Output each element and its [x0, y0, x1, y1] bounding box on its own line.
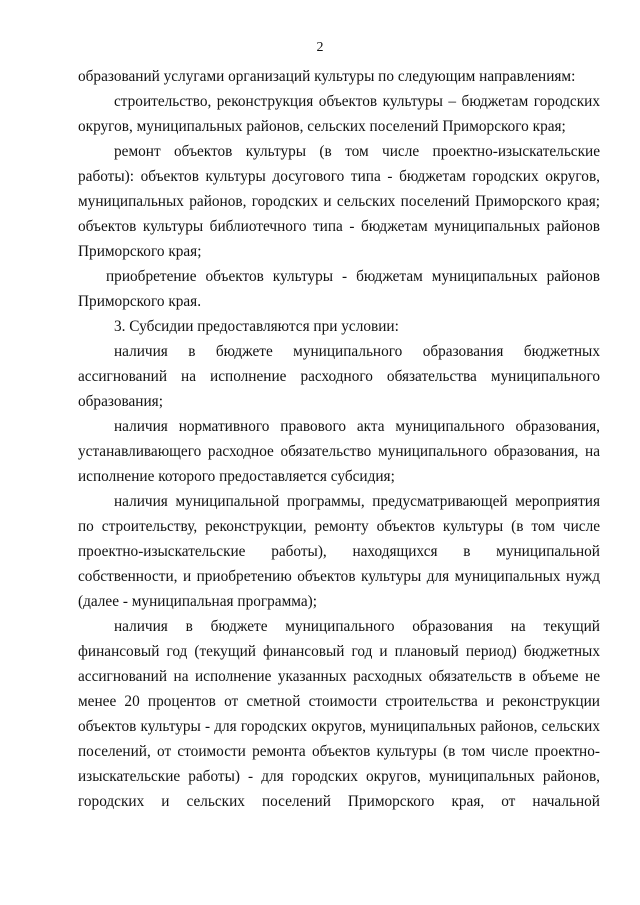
- paragraph-acquisition: приобретение объектов культуры - бюджетам муниципальных районов Приморского края.: [78, 268, 600, 310]
- document-body: [78, 64, 600, 814]
- paragraph-condition-cofinancing: наличия в бюджете муниципального образования на текущий финансовый год (текущий финансовый год и плановый период) бюджетных ассигнований на исполнение указанных расходных обязательств в объеме не менее 20 процентов от сметной стоимости строительства и реконструкции объектов культуры - для городских округов, муниципальных районов, сельских поселений, от стоимости ремонта объектов культуры (в том числе проектно-изыскательские работы) - для городских округов, муниципальных районов, городских и сельских поселений Приморского края, от начальной: [78, 618, 600, 810]
- paragraph-repair: ремонт объектов культуры (в том числе проектно-изыскательские работы): объектов культуры досугового типа - бюджетам городских округов, муниципальных районов, городских и сельских поселений Приморского края; объектов культуры библиотечного типа - бюджетам муниципальных районов Приморского края;: [78, 143, 600, 260]
- paragraph-construction: строительство, реконструкция объектов культуры – бюджетам городских округов, муниципальных районов, сельских поселений Приморского края;: [78, 93, 600, 135]
- paragraph-intro-continuation: образований услугами организаций культуры по следующим направлениям:: [78, 68, 576, 85]
- paragraph-condition-legal-act: наличия нормативного правового акта муниципального образования, устанавливающего расходное обязательство муниципального образования, на исполнение которого предоставляется субсидия;: [78, 418, 600, 485]
- paragraph-conditions-heading: 3. Субсидии предоставляются при условии:: [114, 318, 399, 335]
- paragraph-condition-budget: наличия в бюджете муниципального образования бюджетных ассигнований на исполнение расходного обязательства муниципального образования;: [78, 343, 600, 410]
- paragraph-condition-program: наличия муниципальной программы, предусматривающей мероприятия по строительству, реконструкции, ремонту объектов культуры (в том числе проектно-изыскательские работы), находящихся в муниципальной собственности, и приобретению объектов культуры для муниципальных нужд (далее - муниципальная программа);: [78, 493, 600, 610]
- page-number: 2: [316, 40, 324, 55]
